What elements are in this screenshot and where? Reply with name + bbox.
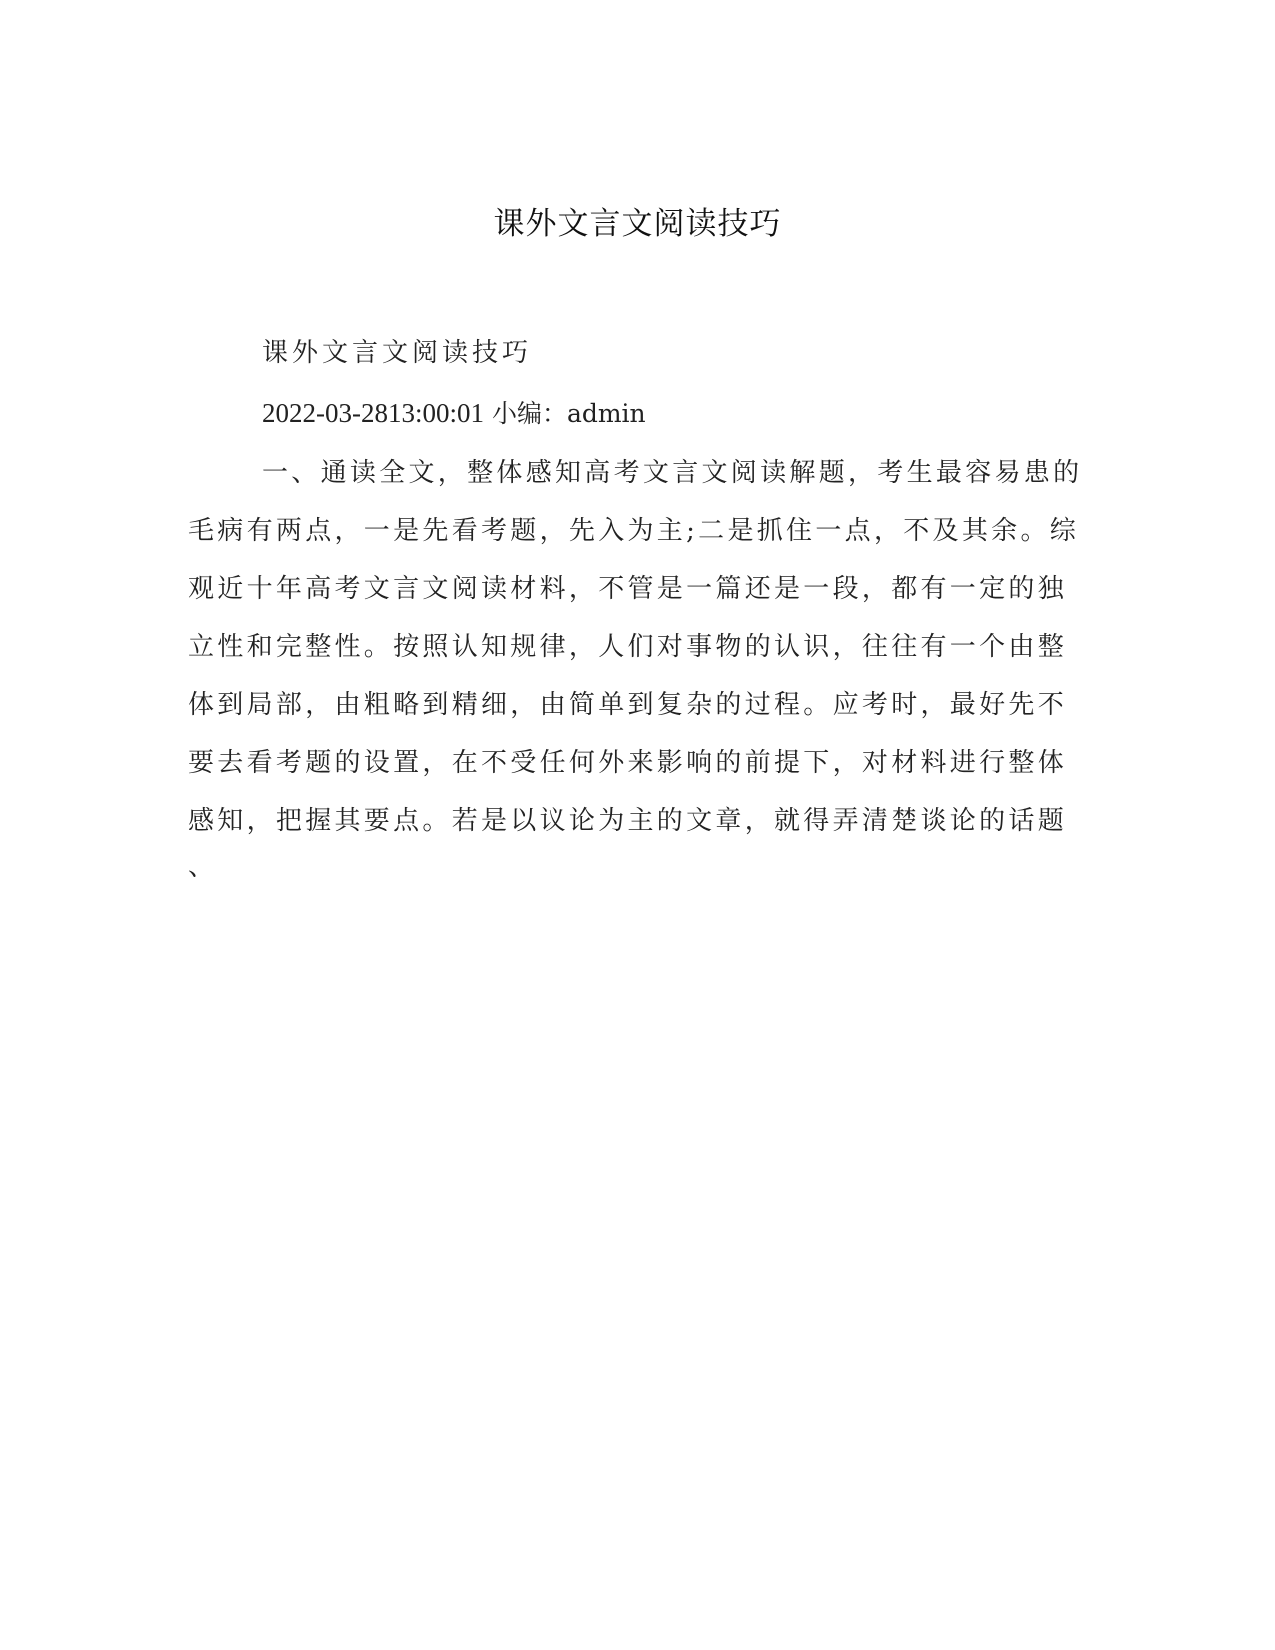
paragraph-line: 感知，把握其要点。若是以议论为主的文章，就得弄清楚谈论的话题 [188, 806, 1068, 836]
article-meta [262, 394, 646, 430]
paragraph-line: 观近十年高考文言文阅读材料，不管是一篇还是一段，都有一定的独 [188, 574, 1068, 604]
document-title: 课外文言文阅读技巧 [493, 206, 782, 242]
paragraph-line: 毛病有两点，一是先看考题，先入为主;二是抓住一点，不及其余。综 [188, 516, 1080, 546]
paragraph-line: 体到局部，由粗略到精细，由简单到复杂的过程。应考时，最好先不 [188, 690, 1068, 720]
paragraph-line: 一、通读全文，整体感知高考文言文阅读解题，考生最容易患的 [262, 458, 1083, 488]
publish-datetime: 2022-03-2813:00:01 [262, 398, 484, 428]
article-subtitle: 课外文言文阅读技巧 [262, 338, 533, 368]
paragraph-line: 要去看考题的设置，在不受任何外来影响的前提下，对材料进行整体 [188, 748, 1068, 778]
paragraph-line: 立性和完整性。按照认知规律，人们对事物的认识，往往有一个由整 [188, 632, 1068, 662]
paragraph-line: 、 [188, 852, 218, 882]
editor-credit: 小编：admin [484, 399, 646, 428]
